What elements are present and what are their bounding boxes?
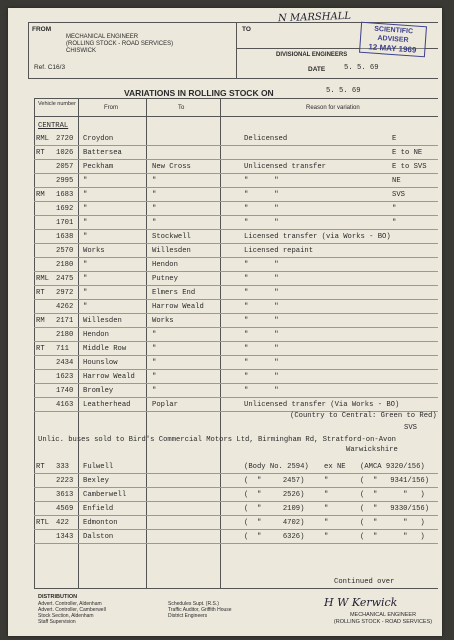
status-code: E to SVS — [392, 163, 427, 171]
table-top-rule — [34, 98, 438, 99]
table-header-rule — [34, 116, 438, 117]
status-code: NE — [392, 177, 401, 185]
vehicle-number: 2180 — [56, 261, 74, 269]
vehicle-number: 1683 — [56, 191, 74, 199]
signatory-line-1: MECHANICAL ENGINEER — [349, 612, 417, 618]
vehicle-number: 1623 — [56, 373, 74, 381]
status-code: E to NE — [392, 149, 423, 157]
to-value: DIVISIONAL ENGINEERS — [276, 52, 348, 58]
distribution-label: DISTRIBUTION — [38, 594, 78, 600]
reason: " " — [244, 205, 279, 213]
from-garage: Leatherhead — [83, 401, 131, 409]
to-garage: " — [152, 359, 157, 367]
vehicle-number: 2972 — [56, 289, 74, 297]
table-row — [34, 398, 442, 412]
ex-code: " — [324, 505, 329, 513]
body-number: (Body No. 2594) — [244, 463, 309, 471]
vehicle-number: 333 — [56, 463, 69, 471]
table-row — [34, 384, 442, 398]
from-garage: Enfield — [83, 505, 114, 513]
to-garage: Willesden — [152, 247, 191, 255]
vehicle-prefix: RM — [36, 317, 45, 325]
vehicle-prefix: RT — [36, 289, 45, 297]
from-line-2: (ROLLING STOCK - ROAD SERVICES) — [66, 41, 174, 47]
vehicle-number: 4569 — [56, 505, 74, 513]
distribution-left — [38, 601, 106, 625]
reason: " " — [244, 275, 279, 283]
from-garage: " — [83, 205, 88, 213]
col-header-from: From — [104, 105, 118, 111]
reason: " " — [244, 317, 279, 325]
dist-item: Stock Section, Aldenham — [38, 613, 94, 619]
vehicle-number: 2223 — [56, 477, 74, 485]
col-header-vehicle: Vehicle number — [38, 101, 76, 107]
dist-item: District Engineers — [168, 613, 208, 619]
from-garage: " — [83, 233, 88, 241]
document-title: VARIATIONS IN ROLLING STOCK ON — [124, 88, 274, 98]
to-garage: " — [152, 191, 157, 199]
from-garage: Harrow Weald — [83, 373, 135, 381]
from-garage: Works — [83, 247, 105, 255]
stamp-line-3: 12 MAY 1969 — [368, 42, 417, 55]
body-number: ( " 4702) — [244, 519, 305, 527]
vehicle-number: 1026 — [56, 149, 74, 157]
from-garage: " — [83, 191, 88, 199]
to-garage: " — [152, 219, 157, 227]
ex-code: ex NE — [324, 463, 346, 471]
reason: Delicensed — [244, 135, 288, 143]
reason: " " — [244, 345, 279, 353]
col-header-to: To — [178, 105, 185, 111]
table-row — [34, 328, 442, 342]
from-garage: Peckham — [83, 163, 114, 171]
table-row — [34, 286, 442, 300]
table-row — [34, 188, 442, 202]
from-garage: " — [83, 275, 88, 283]
vehicle-number: 1638 — [56, 233, 74, 241]
from-garage: Dalston — [83, 533, 114, 541]
from-line-3: CHISWICK — [66, 48, 96, 54]
vehicle-number: 1343 — [56, 533, 74, 541]
status-code: SVS — [392, 191, 405, 199]
table-row — [34, 300, 442, 314]
body-number: ( " 6326) — [244, 533, 305, 541]
table-row — [34, 356, 442, 370]
document-page — [8, 8, 442, 636]
sold-rows — [34, 460, 438, 560]
to-garage: " — [152, 205, 157, 213]
to-label: TO — [242, 26, 251, 33]
table-row — [34, 132, 442, 146]
from-garage: Hounslow — [83, 359, 118, 367]
to-garage: " — [152, 345, 157, 353]
to-garage: Stockwell — [152, 233, 191, 241]
reason: Licensed repaint — [244, 247, 314, 255]
from-line-1: MECHANICAL ENGINEER — [66, 34, 139, 40]
vehicle-prefix: RM — [36, 191, 45, 199]
sold-row — [34, 474, 442, 488]
vehicle-number: 1701 — [56, 219, 74, 227]
reason: " " — [244, 359, 279, 367]
from-garage: Bromley — [83, 387, 114, 395]
table-row — [34, 370, 442, 384]
vehicle-number: 2570 — [56, 247, 74, 255]
vehicle-prefix: RTL — [36, 519, 49, 527]
vehicle-prefix: RML — [36, 135, 49, 143]
amca-ref: ( " " ) — [360, 519, 425, 527]
date-value: 5. 5. 69 — [344, 64, 379, 72]
handwritten-addressee: N MARSHALL — [277, 10, 352, 25]
vehicle-number: 4163 — [56, 401, 74, 409]
vehicle-number: 2475 — [56, 275, 74, 283]
amca-ref: ( " " ) — [360, 491, 425, 499]
table-row — [34, 174, 442, 188]
from-garage: Battersea — [83, 149, 122, 157]
vehicle-number: 2720 — [56, 135, 74, 143]
status-code: E — [392, 135, 397, 143]
to-garage: Elmers End — [152, 289, 196, 297]
to-garage: " — [152, 331, 157, 339]
title-date: 5. 5. 69 — [326, 87, 361, 95]
vehicle-number: 422 — [56, 519, 69, 527]
sold-row — [34, 488, 442, 502]
vehicle-prefix: RT — [36, 463, 45, 471]
continuation-line-1: (Country to Central: Green to Red) — [290, 412, 437, 420]
continuation-line-2: SVS — [404, 424, 417, 432]
vehicle-number: 4262 — [56, 303, 74, 311]
reference-number: Ref. C16/3 — [34, 64, 66, 71]
ex-code: " — [324, 491, 329, 499]
from-garage: " — [83, 177, 88, 185]
sale-heading-line-2: Warwickshire — [346, 446, 398, 454]
sale-heading-line-1: Unlic. buses sold to Bird's Commercial Motors Ltd, Birmingham Rd, Stratford-on-Avon — [38, 436, 396, 444]
table-row — [34, 146, 442, 160]
amca-ref: ( " 9330/156) — [360, 505, 430, 513]
vehicle-number: 2434 — [56, 359, 74, 367]
reason: Licensed transfer (via Works - BO) — [244, 233, 391, 241]
vehicle-prefix: RT — [36, 149, 45, 157]
status-code: " — [392, 219, 397, 227]
amca-ref: ( " " ) — [360, 533, 425, 541]
vehicle-number: 2180 — [56, 331, 74, 339]
reason: Unlicensed transfer — [244, 163, 326, 171]
to-garage: New Cross — [152, 163, 191, 171]
reason: " " — [244, 177, 279, 185]
from-garage: Fulwell — [83, 463, 114, 471]
reason: Unlicensed transfer (Via Works - BO) — [244, 401, 400, 409]
header-bottom-rule — [28, 78, 438, 79]
reason: " " — [244, 289, 279, 297]
from-garage: " — [83, 289, 88, 297]
vehicle-number: 711 — [56, 345, 69, 353]
from-garage: " — [83, 303, 88, 311]
continued-over: Continued over — [334, 578, 395, 586]
ex-code: " — [324, 477, 329, 485]
amca-ref: ( " 9341/156) — [360, 477, 430, 485]
dist-item: Traffic Auditor, Griffith House — [168, 607, 232, 613]
ex-code: " — [324, 519, 329, 527]
status-code: " — [392, 205, 397, 213]
table-row — [34, 216, 442, 230]
section-central: CENTRAL — [38, 122, 69, 130]
header-left-border — [28, 22, 29, 78]
table-row — [34, 272, 442, 286]
vehicle-number: 1692 — [56, 205, 74, 213]
vehicle-prefix: RML — [36, 275, 49, 283]
to-garage: Poplar — [152, 401, 178, 409]
to-garage: Harrow Weald — [152, 303, 204, 311]
from-garage: Croydon — [83, 135, 114, 143]
vehicle-number: 2057 — [56, 163, 74, 171]
to-garage: Hendon — [152, 261, 178, 269]
dist-item: Advert. Controller, Camberwell — [38, 607, 106, 613]
amca-ref: (AMCA 9320/156) — [360, 463, 425, 471]
from-garage: Hendon — [83, 331, 109, 339]
reason: " " — [244, 303, 279, 311]
row-rule — [34, 543, 438, 544]
stamp-line-2: ADVISER — [377, 34, 409, 45]
from-garage: Willesden — [83, 317, 122, 325]
vehicle-number: 3613 — [56, 491, 74, 499]
vehicle-number: 1740 — [56, 387, 74, 395]
to-garage: Putney — [152, 275, 178, 283]
reason: " " — [244, 387, 279, 395]
vehicle-prefix: RT — [36, 345, 45, 353]
from-garage: Middle Row — [83, 345, 127, 353]
from-garage: " — [83, 261, 88, 269]
reason: " " — [244, 261, 279, 269]
header-divider — [236, 22, 237, 78]
signature: H W Kerwick — [324, 596, 398, 609]
reason: " " — [244, 219, 279, 227]
received-stamp — [359, 22, 427, 58]
table-row — [34, 258, 442, 272]
body-number: ( " 2109) — [244, 505, 305, 513]
table-row — [34, 230, 442, 244]
sold-row — [34, 460, 442, 474]
vehicle-number: 2995 — [56, 177, 74, 185]
to-garage: " — [152, 177, 157, 185]
sold-row — [34, 530, 442, 544]
table-row — [34, 160, 442, 174]
ex-code: " — [324, 533, 329, 541]
signatory-line-2: (ROLLING STOCK - ROAD SERVICES) — [333, 619, 433, 625]
table-row — [34, 202, 442, 216]
body-number: ( " 2457) — [244, 477, 305, 485]
dist-item: Advert. Controller, Aldenham — [38, 601, 102, 607]
from-garage: Camberwell — [83, 491, 127, 499]
date-label: DATE — [308, 66, 326, 73]
from-garage: Bexley — [83, 477, 109, 485]
reason: " " — [244, 331, 279, 339]
from-garage: " — [83, 219, 88, 227]
table-bottom-rule — [34, 588, 438, 589]
reason: " " — [244, 191, 279, 199]
stamp-line-1: SCIENTIFIC — [373, 25, 414, 36]
distribution-middle — [168, 601, 232, 619]
dist-item: Schedules Supt. (R.S.) — [168, 601, 219, 607]
body-number: ( " 2526) — [244, 491, 305, 499]
col-header-reason: Reason for variation — [306, 105, 360, 111]
sold-row — [34, 502, 442, 516]
reason: " " — [244, 373, 279, 381]
table-row — [34, 342, 442, 356]
signatory-title — [328, 612, 438, 626]
to-garage: " — [152, 387, 157, 395]
table-row — [34, 244, 442, 258]
from-garage: Edmonton — [83, 519, 118, 527]
vehicle-number: 2171 — [56, 317, 74, 325]
table-row — [34, 314, 442, 328]
to-garage: Works — [152, 317, 174, 325]
dist-item: Staff Supervision — [38, 619, 76, 625]
variation-rows — [34, 132, 438, 432]
sold-row — [34, 516, 442, 530]
from-label: FROM — [32, 26, 52, 33]
to-garage: " — [152, 373, 157, 381]
